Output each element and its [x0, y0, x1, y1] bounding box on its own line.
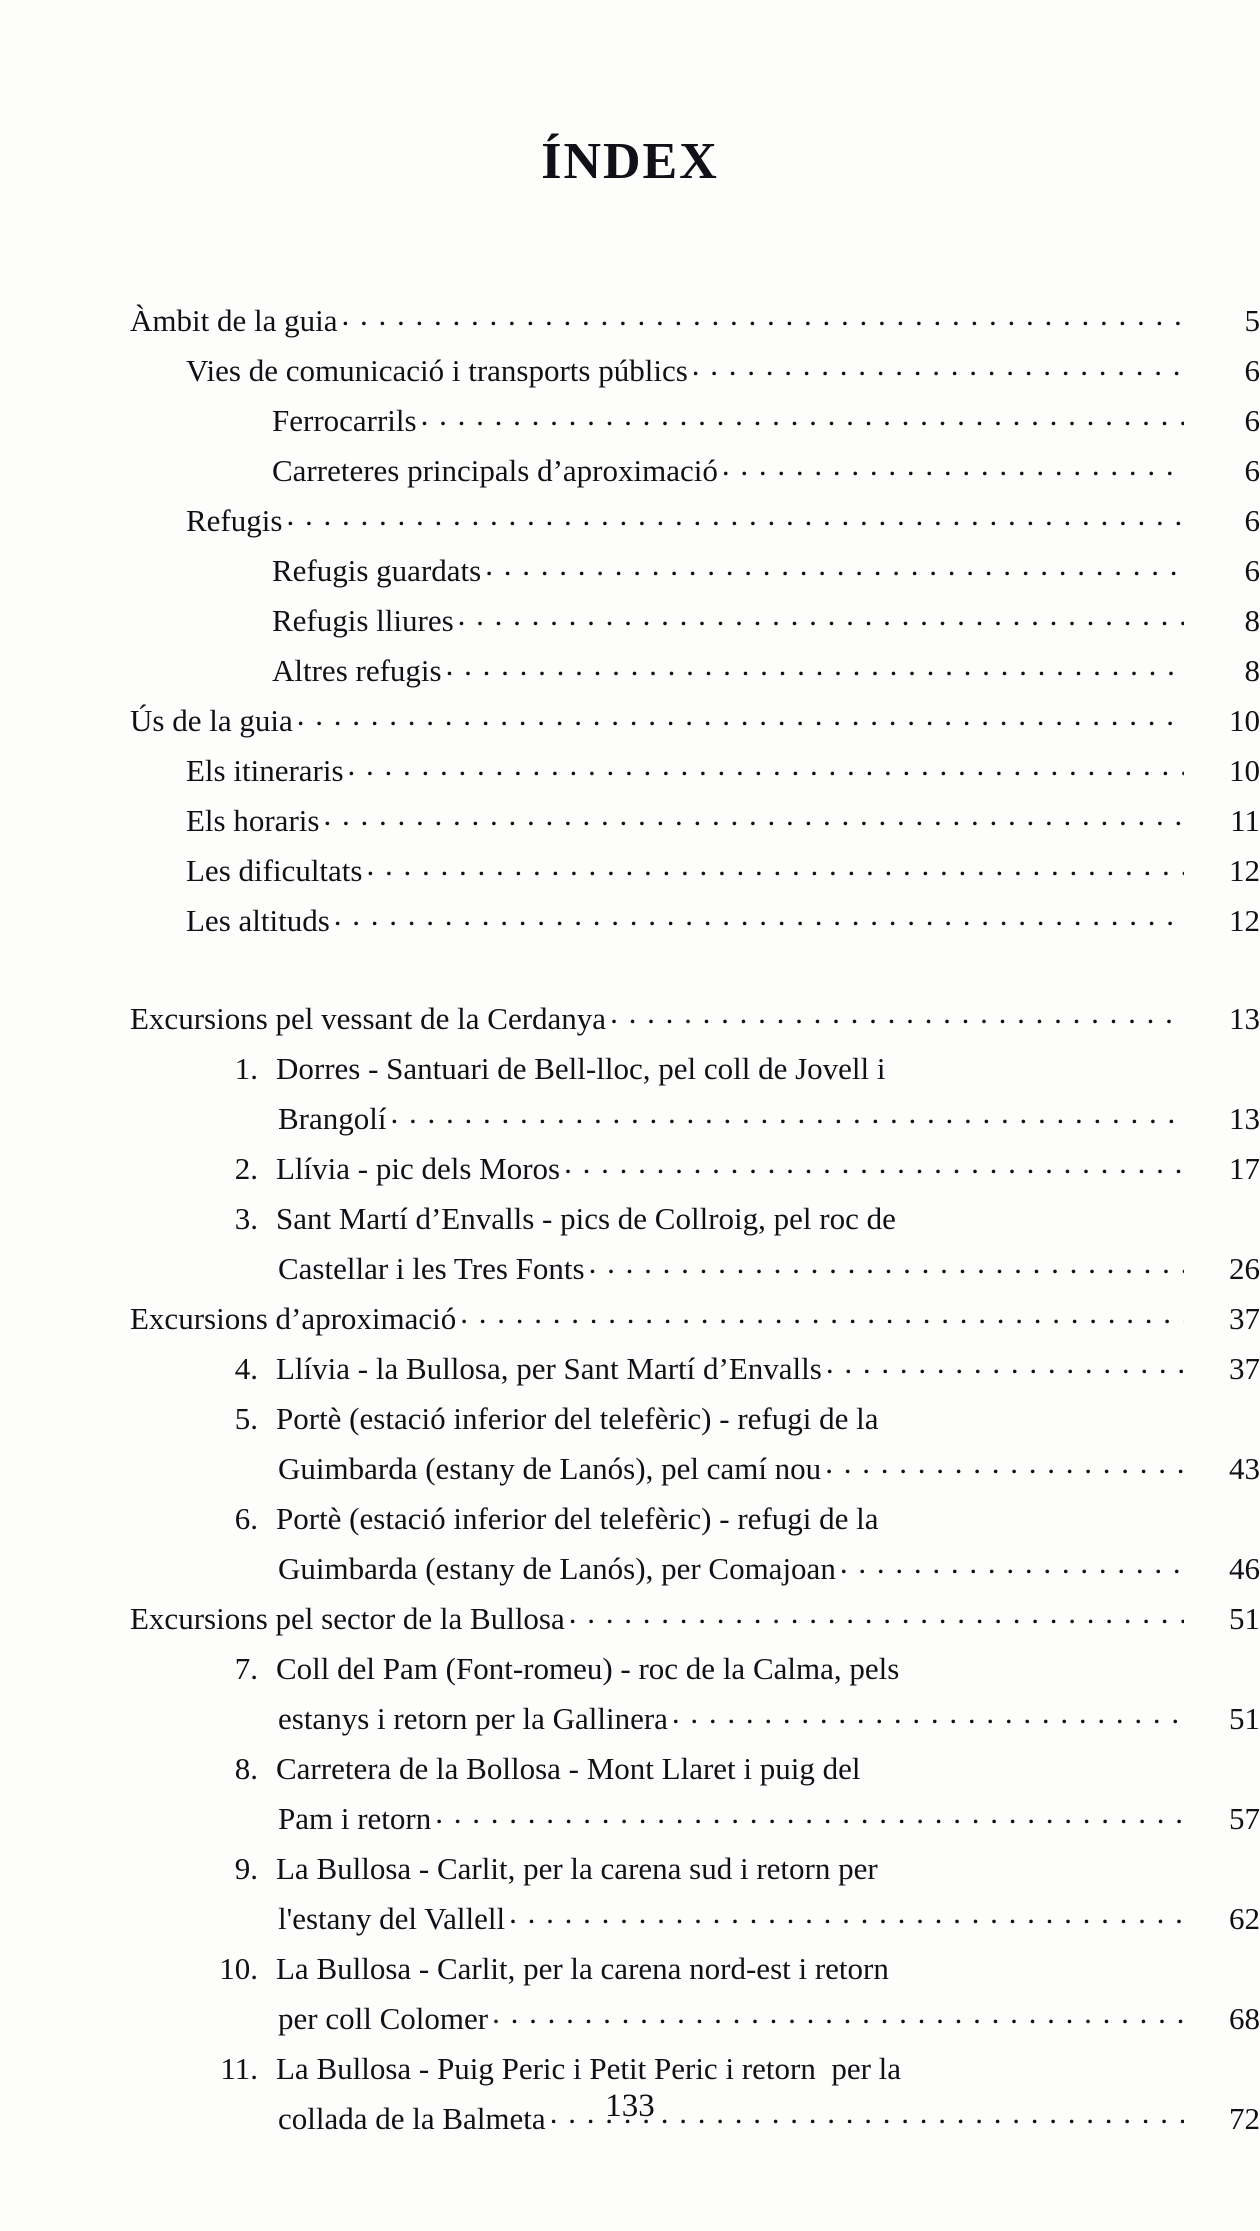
toc-entry[interactable] [0, 1548, 1260, 1584]
toc-entry[interactable] [0, 1498, 1260, 1534]
toc-entry[interactable] [0, 600, 1260, 636]
toc-dot-leader [391, 1098, 1185, 1129]
toc-dot-leader [460, 1298, 1184, 1329]
toc-dot-leader [421, 400, 1184, 431]
toc-entry-label: Portè (estació inferior del telefèric) - refugi de la [276, 1501, 879, 1536]
toc-entry[interactable] [0, 300, 1260, 336]
toc-entry-page-number: 6 [1244, 503, 1260, 538]
toc-entry[interactable] [0, 1698, 1260, 1734]
toc-dot-leader [905, 2048, 1184, 2079]
toc-entry-label: Coll del Pam (Font-romeu) - roc de la Calma, pels [276, 1651, 900, 1686]
toc-entry-page-number: 6 [1244, 453, 1260, 488]
toc-dot-leader [890, 1048, 1185, 1079]
table-of-contents [0, 300, 1260, 2148]
toc-entry[interactable] [0, 700, 1260, 736]
toc-entry-number: 5. [234, 1401, 258, 1436]
toc-entry-page-number: 37 [1229, 1301, 1260, 1336]
toc-entry-page-number: 6 [1244, 353, 1260, 388]
toc-entry-label: Refugis guardats [272, 553, 482, 588]
toc-dot-leader [297, 700, 1184, 731]
toc-entry-label: Pam i retorn [278, 1801, 432, 1836]
toc-entry[interactable] [0, 1248, 1260, 1284]
toc-entry-label: Ús de la guia [130, 703, 293, 738]
toc-entry[interactable] [0, 750, 1260, 786]
toc-entry-label: Vies de comunicació i transports públics [186, 353, 688, 388]
toc-entry-page-number: 26 [1229, 1251, 1260, 1286]
toc-dot-leader [446, 650, 1184, 681]
toc-entry-page-number: 43 [1229, 1451, 1260, 1486]
toc-entry[interactable] [0, 1348, 1260, 1384]
toc-entry-page-number: 72 [1229, 2101, 1260, 2136]
toc-entry-label: Carretera de la Bollosa - Mont Llaret i puig del [276, 1751, 861, 1786]
toc-entry[interactable] [0, 1648, 1260, 1684]
toc-entry-label: Les dificultats [186, 853, 363, 888]
toc-dot-leader [722, 450, 1184, 481]
toc-dot-leader [348, 750, 1184, 781]
toc-dot-leader [882, 1848, 1184, 1879]
toc-dot-leader [882, 1398, 1184, 1429]
toc-entry-label: Brangolí [278, 1101, 387, 1136]
toc-entry-label: Ferrocarrils [272, 403, 417, 438]
toc-entry-page-number: 17 [1229, 1151, 1260, 1186]
toc-dot-leader [589, 1248, 1184, 1279]
toc-entry-page-number: 11 [1230, 803, 1260, 838]
toc-entry-page-number: 5 [1244, 303, 1260, 338]
toc-dot-leader [286, 500, 1184, 531]
toc-entry-number: 3. [234, 1201, 258, 1236]
toc-dot-leader [492, 1998, 1184, 2029]
toc-entry-label: Excursions pel sector de la Bullosa [130, 1601, 565, 1636]
page-title: ÍNDEX [541, 133, 719, 190]
toc-entry-label: Llívia - pic dels Moros [276, 1151, 561, 1186]
toc-dot-leader [692, 350, 1184, 381]
toc-entry[interactable] [0, 800, 1260, 836]
toc-entry-page-number: 8 [1244, 603, 1260, 638]
toc-entry[interactable] [0, 1948, 1260, 1984]
toc-entry-label: La Bullosa - Carlit, per la carena nord-est i retorn [276, 1951, 889, 1986]
toc-entry-page-number: 68 [1229, 2001, 1260, 2036]
toc-entry[interactable] [0, 350, 1260, 386]
toc-dot-leader [840, 1548, 1184, 1579]
toc-dot-leader [323, 800, 1184, 831]
toc-entry[interactable] [0, 1148, 1260, 1184]
toc-entry[interactable] [0, 500, 1260, 536]
toc-entry[interactable] [0, 400, 1260, 436]
toc-entry[interactable] [0, 1098, 1260, 1134]
toc-entry[interactable] [0, 1798, 1260, 1834]
toc-entry-page-number: 57 [1229, 1801, 1260, 1836]
toc-entry-number: 10. [219, 1951, 258, 1986]
toc-entry-label: Llívia - la Bullosa, per Sant Martí d’Envalls [276, 1351, 822, 1386]
toc-dot-leader [485, 550, 1184, 581]
toc-entry-number: 2. [234, 1151, 258, 1186]
toc-dot-leader [435, 1798, 1184, 1829]
toc-entry-label: Altres refugis [272, 653, 442, 688]
toc-entry-label: Sant Martí d’Envalls - pics de Collroig, pel roc de [276, 1201, 896, 1236]
toc-entry-label: l'estany del Vallell [278, 1901, 506, 1936]
toc-dot-leader [458, 600, 1184, 631]
toc-entry-page-number: 6 [1244, 553, 1260, 588]
toc-entry-page-number: 10 [1229, 753, 1260, 788]
toc-entry-page-number: 51 [1229, 1701, 1260, 1736]
toc-dot-leader [672, 1698, 1184, 1729]
toc-dot-leader [366, 850, 1184, 881]
toc-dot-leader [334, 900, 1184, 931]
toc-entry[interactable] [0, 1398, 1260, 1434]
toc-entry[interactable] [0, 900, 1260, 936]
toc-entry-label: Carreteres principals d’aproximació [272, 453, 718, 488]
toc-entry[interactable] [0, 1748, 1260, 1784]
toc-entry-number: 1. [234, 1051, 258, 1086]
toc-entry[interactable] [0, 1848, 1260, 1884]
toc-entry[interactable] [0, 550, 1260, 586]
toc-entry-page-number: 13 [1229, 1001, 1260, 1036]
toc-entry-page-number: 12 [1229, 853, 1260, 888]
toc-entry-label: Guimbarda (estany de Lanós), per Comajoan [278, 1551, 836, 1586]
toc-dot-leader [509, 1898, 1184, 1929]
toc-entry[interactable] [0, 1298, 1260, 1334]
toc-entry[interactable] [0, 1598, 1260, 1634]
toc-entry-label: collada de la Balmeta [278, 2101, 546, 2136]
toc-entry-number: 9. [234, 1851, 258, 1886]
toc-entry-label: Castellar i les Tres Fonts [278, 1251, 585, 1286]
toc-dot-leader [564, 1148, 1184, 1179]
toc-entry-number: 11. [220, 2051, 258, 2086]
toc-entry[interactable] [0, 998, 1260, 1034]
toc-dot-leader [825, 1448, 1184, 1479]
toc-entry-label: La Bullosa - Puig Peric i Petit Peric i retorn per la [276, 2051, 902, 2086]
toc-entry-label: Dorres - Santuari de Bell-lloc, pel coll de Jovell i [276, 1051, 886, 1086]
toc-dot-leader [569, 1598, 1184, 1629]
toc-entry-page-number: 10 [1229, 703, 1260, 738]
toc-entry-page-number: 51 [1229, 1601, 1260, 1636]
toc-entry-page-number: 37 [1229, 1351, 1260, 1386]
toc-entry-number: 6. [234, 1501, 258, 1536]
toc-entry-label: Guimbarda (estany de Lanós), pel camí nou [278, 1451, 822, 1486]
toc-entry-label: per coll Colomer [278, 2001, 489, 2036]
toc-entry[interactable] [0, 1048, 1260, 1084]
toc-dot-leader [900, 1198, 1184, 1229]
toc-entry-number: 8. [234, 1751, 258, 1786]
folio-page-number: 133 [605, 2088, 655, 2124]
toc-entry-label: Els itineraris [186, 753, 344, 788]
toc-entry-label: Les altituds [186, 903, 330, 938]
toc-entry-page-number: 6 [1244, 403, 1260, 438]
toc-entry-label: Refugis [186, 503, 283, 538]
toc-dot-leader [903, 1648, 1184, 1679]
toc-entry-page-number: 13 [1229, 1101, 1260, 1136]
toc-entry[interactable] [0, 650, 1260, 686]
toc-entry-label: Àmbit de la guia [130, 303, 338, 338]
toc-entry[interactable] [0, 1998, 1260, 2034]
toc-entry-label: Refugis lliures [272, 603, 454, 638]
toc-entry-page-number: 62 [1229, 1901, 1260, 1936]
toc-entry-label: estanys i retorn per la Gallinera [278, 1701, 668, 1736]
toc-entry-label: Excursions d’aproximació [130, 1301, 457, 1336]
toc-dot-leader [826, 1348, 1184, 1379]
toc-dot-leader [865, 1748, 1184, 1779]
toc-dot-leader [893, 1948, 1184, 1979]
toc-entry-page-number: 46 [1229, 1551, 1260, 1586]
section-gap [0, 950, 1260, 998]
toc-dot-leader [341, 300, 1184, 331]
toc-entry[interactable] [0, 1448, 1260, 1484]
toc-entry-label: La Bullosa - Carlit, per la carena sud i retorn per [276, 1851, 878, 1886]
toc-entry-label: Portè (estació inferior del telefèric) - refugi de la [276, 1401, 879, 1436]
toc-entry[interactable] [0, 1898, 1260, 1934]
toc-entry[interactable] [0, 1198, 1260, 1234]
toc-entry-number: 7. [234, 1651, 258, 1686]
toc-dot-leader [882, 1498, 1184, 1529]
toc-dot-leader [610, 998, 1184, 1029]
toc-entry-label: Els horaris [186, 803, 320, 838]
toc-entry-page-number: 12 [1229, 903, 1260, 938]
toc-entry-number: 4. [234, 1351, 258, 1386]
toc-entry[interactable] [0, 2048, 1260, 2084]
toc-entry[interactable] [0, 850, 1260, 886]
toc-entry[interactable] [0, 450, 1260, 486]
toc-entry-page-number: 8 [1244, 653, 1260, 688]
toc-entry-label: Excursions pel vessant de la Cerdanya [130, 1001, 607, 1036]
